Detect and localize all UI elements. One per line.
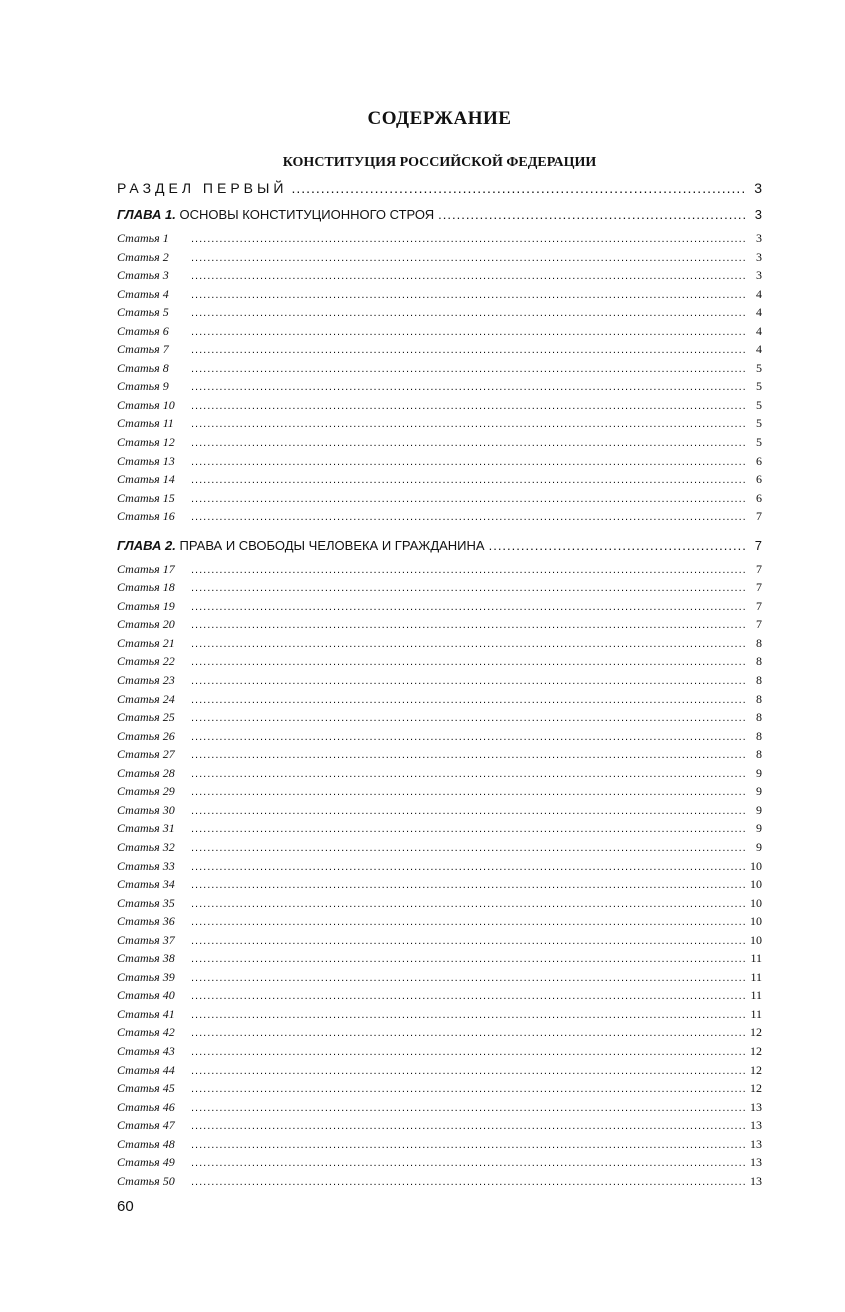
leader-dots — [191, 842, 746, 854]
toc-article-row[interactable] — [117, 268, 762, 287]
toc-article-row[interactable] — [117, 766, 762, 785]
article-page: 6 — [756, 490, 762, 505]
leader-dots — [291, 180, 746, 196]
article-label: Статья 36 — [117, 914, 175, 929]
toc-section-row[interactable] — [117, 180, 762, 207]
article-label: Статья 41 — [117, 1006, 175, 1021]
article-label: Статья 33 — [117, 858, 175, 873]
article-label: Статья 38 — [117, 951, 175, 966]
article-label: Статья 29 — [117, 784, 175, 799]
leader-dots — [191, 1009, 746, 1021]
leader-dots — [191, 861, 746, 873]
chapter-name: ПРАВА И СВОБОДЫ ЧЕЛОВЕКА И ГРАЖДАНИНА — [179, 537, 485, 553]
article-page: 5 — [756, 416, 762, 431]
article-page: 5 — [756, 435, 762, 450]
leader-dots — [191, 916, 746, 928]
article-label: Статья 20 — [117, 617, 175, 632]
leader-dots — [191, 749, 746, 761]
leader-dots — [191, 564, 746, 576]
toc-article-row[interactable] — [117, 562, 762, 581]
toc-article-row[interactable] — [117, 654, 762, 673]
leader-dots — [191, 638, 746, 650]
leader-dots — [191, 972, 746, 984]
leader-dots — [191, 1027, 746, 1039]
article-page: 7 — [756, 580, 762, 595]
toc-article-row[interactable] — [117, 1025, 762, 1044]
leader-dots — [191, 712, 746, 724]
article-label: Статья 4 — [117, 286, 169, 301]
leader-dots — [191, 437, 746, 449]
article-page: 8 — [756, 673, 762, 688]
toc-article-row[interactable] — [117, 729, 762, 748]
article-page: 9 — [756, 821, 762, 836]
toc-chapter-row[interactable] — [117, 538, 762, 562]
article-label: Статья 15 — [117, 490, 175, 505]
leader-dots — [191, 1102, 746, 1114]
article-page: 8 — [756, 654, 762, 669]
article-label: Статья 21 — [117, 635, 175, 650]
leader-dots — [191, 805, 746, 817]
toc-article-row[interactable] — [117, 1044, 762, 1063]
leader-dots — [191, 493, 746, 505]
article-page: 8 — [756, 635, 762, 650]
article-page: 10 — [750, 858, 762, 873]
article-label: Статья 39 — [117, 969, 175, 984]
article-page: 4 — [756, 305, 762, 320]
page-number: 60 — [117, 1198, 134, 1215]
article-label: Статья 7 — [117, 342, 169, 357]
article-page: 12 — [750, 1025, 762, 1040]
leader-dots — [191, 935, 746, 947]
leader-dots — [191, 582, 746, 594]
leader-dots — [191, 381, 746, 393]
article-page: 13 — [750, 1136, 762, 1151]
article-label: Статья 30 — [117, 802, 175, 817]
article-page: 13 — [750, 1155, 762, 1170]
leader-dots — [191, 1083, 746, 1095]
toc-article-row[interactable] — [117, 472, 762, 491]
chapter-page: 7 — [754, 537, 762, 553]
leader-dots — [191, 233, 746, 245]
toc-article-row[interactable] — [117, 896, 762, 915]
article-page: 11 — [750, 969, 762, 984]
toc-article-row[interactable] — [117, 970, 762, 989]
article-label: Статья 49 — [117, 1155, 175, 1170]
toc-article-row[interactable] — [117, 1155, 762, 1174]
leader-dots — [191, 456, 746, 468]
article-page: 12 — [750, 1062, 762, 1077]
leader-dots — [191, 418, 746, 430]
leader-dots — [191, 270, 746, 282]
article-label: Статья 26 — [117, 728, 175, 743]
toc-article-row[interactable] — [117, 784, 762, 803]
toc-article-row[interactable] — [117, 250, 762, 269]
section-page: 3 — [754, 180, 762, 196]
leader-dots — [191, 675, 746, 687]
article-label: Статья 46 — [117, 1099, 175, 1114]
toc-chapter-row[interactable] — [117, 207, 762, 231]
toc-article-row[interactable] — [117, 877, 762, 896]
toc-article-row[interactable] — [117, 859, 762, 878]
article-label: Статья 40 — [117, 988, 175, 1003]
article-page: 8 — [756, 728, 762, 743]
article-page: 4 — [756, 323, 762, 338]
toc-article-row[interactable] — [117, 617, 762, 636]
article-label: Статья 22 — [117, 654, 175, 669]
article-label: Статья 8 — [117, 360, 169, 375]
leader-dots — [191, 656, 746, 668]
toc-article-row[interactable] — [117, 1174, 762, 1193]
article-page: 10 — [750, 914, 762, 929]
article-page: 3 — [756, 249, 762, 264]
toc-article-row[interactable] — [117, 287, 762, 306]
article-page: 10 — [750, 932, 762, 947]
toc-article-row[interactable] — [117, 379, 762, 398]
article-page: 10 — [750, 895, 762, 910]
article-page: 5 — [756, 360, 762, 375]
article-page: 9 — [756, 765, 762, 780]
chapters-container — [117, 207, 762, 1192]
article-page: 7 — [756, 598, 762, 613]
document-subtitle: КОНСТИТУЦИЯ РОССИЙСКОЙ ФЕДЕРАЦИИ — [282, 155, 597, 170]
leader-dots — [191, 344, 746, 356]
toc-article-row[interactable] — [117, 710, 762, 729]
article-page: 9 — [756, 802, 762, 817]
leader-dots — [191, 511, 746, 523]
article-page: 4 — [756, 286, 762, 301]
toc-article-row[interactable] — [117, 580, 762, 599]
article-label: Статья 27 — [117, 747, 175, 762]
leader-dots — [191, 786, 746, 798]
article-page: 12 — [750, 1043, 762, 1058]
article-page: 7 — [756, 617, 762, 632]
leader-dots — [191, 1120, 746, 1132]
article-page: 11 — [750, 988, 762, 1003]
toc-article-row[interactable] — [117, 1118, 762, 1137]
article-label: Статья 5 — [117, 305, 169, 320]
article-label: Статья 32 — [117, 839, 175, 854]
toc-article-row[interactable] — [117, 454, 762, 473]
chapter-prefix: ГЛАВА 1. — [117, 207, 176, 222]
toc-article-row[interactable] — [117, 491, 762, 510]
toc-article-row[interactable] — [117, 231, 762, 250]
article-page: 3 — [756, 231, 762, 245]
article-label: Статья 6 — [117, 323, 169, 338]
article-label: Статья 37 — [117, 932, 175, 947]
article-page: 11 — [750, 1006, 762, 1021]
article-page: 3 — [756, 268, 762, 283]
leader-dots — [191, 879, 746, 891]
chapter-page: 3 — [754, 207, 762, 222]
chapter-name: ОСНОВЫ КОНСТИТУЦИОННОГО СТРОЯ — [179, 207, 435, 222]
toc-article-row[interactable] — [117, 933, 762, 952]
page-title: СОДЕРЖАНИЕ — [367, 108, 512, 129]
article-label: Статья 16 — [117, 509, 175, 524]
article-label: Статья 47 — [117, 1118, 175, 1133]
article-page: 8 — [756, 691, 762, 706]
chapter-prefix: ГЛАВА 2. — [117, 537, 176, 553]
article-label: Статья 31 — [117, 821, 175, 836]
article-label: Статья 2 — [117, 249, 169, 264]
leader-dots — [191, 694, 746, 706]
article-page: 12 — [750, 1081, 762, 1096]
leader-dots — [191, 601, 746, 613]
article-label: Статья 17 — [117, 561, 175, 576]
leader-dots — [191, 953, 746, 965]
toc-article-row[interactable] — [117, 951, 762, 970]
article-label: Статья 35 — [117, 895, 175, 910]
article-label: Статья 24 — [117, 691, 175, 706]
leader-dots — [191, 990, 746, 1002]
article-page: 13 — [750, 1118, 762, 1133]
article-label: Статья 34 — [117, 877, 175, 892]
toc-article-row[interactable] — [117, 435, 762, 454]
leader-dots — [191, 307, 746, 319]
leader-dots — [191, 1176, 746, 1188]
article-label: Статья 14 — [117, 472, 175, 487]
toc-article-row[interactable] — [117, 673, 762, 692]
leader-dots — [191, 768, 746, 780]
leader-dots — [489, 538, 746, 553]
toc-article-row[interactable] — [117, 692, 762, 711]
article-page: 7 — [756, 561, 762, 576]
leader-dots — [191, 252, 746, 264]
leader-dots — [191, 898, 746, 910]
toc-article-row[interactable] — [117, 342, 762, 361]
leader-dots — [191, 619, 746, 631]
leader-dots — [191, 474, 746, 486]
leader-dots — [191, 1139, 746, 1151]
article-label: Статья 42 — [117, 1025, 175, 1040]
leader-dots — [191, 823, 746, 835]
toc-article-row[interactable] — [117, 305, 762, 324]
toc-article-row[interactable] — [117, 416, 762, 435]
article-label: Статья 18 — [117, 580, 175, 595]
article-page: 6 — [756, 472, 762, 487]
toc-article-row[interactable] — [117, 821, 762, 840]
leader-dots — [191, 289, 746, 301]
toc-article-row[interactable] — [117, 361, 762, 380]
toc-article-row[interactable] — [117, 840, 762, 859]
toc-article-row[interactable] — [117, 747, 762, 766]
article-page: 9 — [756, 839, 762, 854]
article-label: Статья 12 — [117, 435, 175, 450]
toc-article-row[interactable] — [117, 509, 762, 528]
article-label: Статья 23 — [117, 673, 175, 688]
chapter-gap — [117, 528, 762, 538]
toc-article-row[interactable] — [117, 1100, 762, 1119]
toc-article-row[interactable] — [117, 636, 762, 655]
article-page: 5 — [756, 379, 762, 394]
article-label: Статья 9 — [117, 379, 169, 394]
toc-article-row[interactable] — [117, 1081, 762, 1100]
chapter-label — [117, 538, 489, 553]
article-page: 8 — [756, 747, 762, 762]
leader-dots — [191, 1157, 746, 1169]
article-page: 6 — [756, 453, 762, 468]
chapter-label — [117, 207, 438, 222]
article-page: 8 — [756, 710, 762, 725]
leader-dots — [191, 1046, 746, 1058]
section-label: РАЗДЕЛ ПЕРВЫЙ — [117, 180, 288, 196]
toc-article-row[interactable] — [117, 803, 762, 822]
article-label: Статья 28 — [117, 765, 175, 780]
article-page: 10 — [750, 877, 762, 892]
article-label: Статья 11 — [117, 416, 174, 431]
article-label: Статья 1 — [117, 231, 169, 245]
article-page: 4 — [756, 342, 762, 357]
article-label: Статья 45 — [117, 1081, 175, 1096]
article-page: 7 — [756, 509, 762, 524]
article-page: 5 — [756, 397, 762, 412]
article-label: Статья 43 — [117, 1043, 175, 1058]
toc-article-row[interactable] — [117, 1137, 762, 1156]
toc-article-row[interactable] — [117, 324, 762, 343]
leader-dots — [191, 731, 746, 743]
toc-article-row[interactable] — [117, 1007, 762, 1026]
article-label: Статья 13 — [117, 453, 175, 468]
article-label: Статья 19 — [117, 598, 175, 613]
leader-dots — [191, 1065, 746, 1077]
article-label: Статья 44 — [117, 1062, 175, 1077]
article-label: Статья 25 — [117, 710, 175, 725]
toc-article-row[interactable] — [117, 398, 762, 417]
article-label: Статья 10 — [117, 397, 175, 412]
article-label: Статья 50 — [117, 1173, 175, 1188]
toc-article-row[interactable] — [117, 599, 762, 618]
leader-dots — [191, 400, 746, 412]
leader-dots — [191, 326, 746, 338]
leader-dots — [438, 207, 746, 222]
table-of-contents — [117, 180, 762, 1192]
toc-article-row[interactable] — [117, 914, 762, 933]
toc-article-row[interactable] — [117, 988, 762, 1007]
article-label: Статья 48 — [117, 1136, 175, 1151]
article-page: 13 — [750, 1173, 762, 1188]
toc-article-row[interactable] — [117, 1063, 762, 1082]
leader-dots — [191, 363, 746, 375]
article-page: 13 — [750, 1099, 762, 1114]
article-page: 11 — [750, 951, 762, 966]
article-page: 9 — [756, 784, 762, 799]
article-label: Статья 3 — [117, 268, 169, 283]
